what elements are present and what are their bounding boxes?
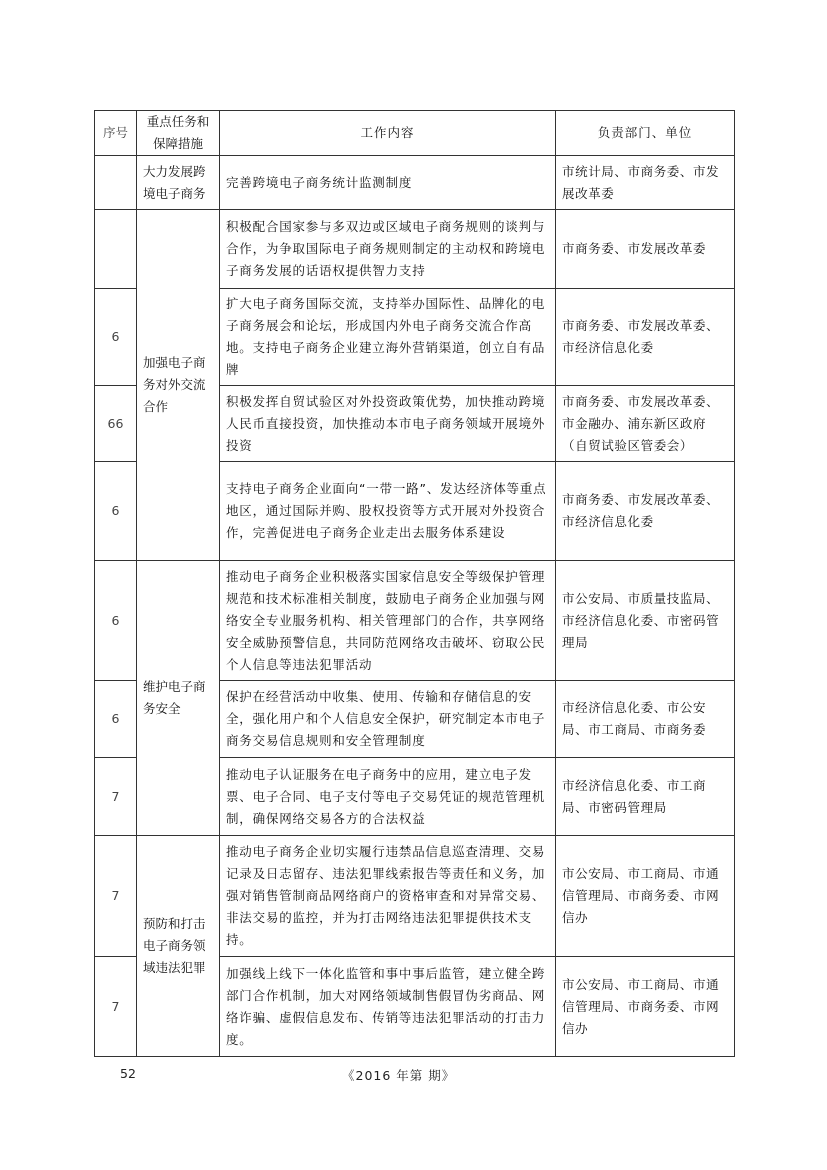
- row-no: 6: [95, 561, 137, 681]
- row-task: 加强电子商务对外交流合作: [137, 210, 220, 561]
- header-row: [95, 111, 735, 156]
- row-content: 推动电子商务企业切实履行违禁品信息巡查清理、交易记录及日志留存、违法犯罪线索报告等责任和义务，加强对销售管制商品网络商户的资格审查和对异常交易、非法交易的监控，并为打击网络违法犯罪提供技术支持。: [220, 836, 556, 957]
- header-content: 工作内容: [220, 111, 556, 156]
- row-dept: 市经济信息化委、市工商局、市密码管理局: [556, 758, 735, 836]
- table-row: [95, 156, 735, 210]
- row-content: 积极配合国家参与多双边或区域电子商务规则的谈判与合作，为争取国际电子商务规则制定的主动权和跨境电子商务发展的话语权提供智力支持: [220, 210, 556, 289]
- issue-label: 《2016 年第 期》: [342, 1068, 456, 1083]
- row-task: 维护电子商务安全: [137, 561, 220, 836]
- header-task: 重点任务和保障措施: [137, 111, 220, 156]
- row-dept: 市经济信息化委、市公安局、市工商局、市商务委: [556, 681, 735, 758]
- row-no: 6: [95, 681, 137, 758]
- row-dept: 市公安局、市质量技监局、市经济信息化委、市密码管理局: [556, 561, 735, 681]
- row-content: 完善跨境电子商务统计监测制度: [220, 156, 556, 210]
- row-dept: 市商务委、市发展改革委、市经济信息化委: [556, 289, 735, 386]
- row-dept: 市统计局、市商务委、市发展改革委: [556, 156, 735, 210]
- row-content: 推动电子商务企业积极落实国家信息安全等级保护管理规范和技术标准相关制度，鼓励电子商务企业加强与网络安全专业服务机构、相关管理部门的合作，共享网络安全威胁预警信息，共同防范网络攻击破坏、窃取公民个人信息等违法犯罪活动: [220, 561, 556, 681]
- row-dept: 市公安局、市工商局、市通信管理局、市商务委、市网信办: [556, 836, 735, 957]
- row-content: 保护在经营活动中收集、使用、传输和存储信息的安全，强化用户和个人信息安全保护，研究制定本市电子商务交易信息规则和安全管理制度: [220, 681, 556, 758]
- row-no: 66: [95, 386, 137, 462]
- row-no: 7: [95, 957, 137, 1057]
- row-no: 6: [95, 289, 137, 386]
- row-dept: 市商务委、市发展改革委、市经济信息化委: [556, 462, 735, 561]
- table-row: [95, 836, 735, 957]
- row-dept: 市公安局、市工商局、市通信管理局、市商务委、市网信办: [556, 957, 735, 1057]
- row-no: [95, 156, 137, 210]
- header-dept: 负责部门、单位: [556, 111, 735, 156]
- table-row: [95, 561, 735, 681]
- row-dept: 市商务委、市发展改革委、市金融办、浦东新区政府（自贸试验区管委会）: [556, 386, 735, 462]
- row-dept: 市商务委、市发展改革委: [556, 210, 735, 289]
- header-no: 序号: [95, 111, 137, 156]
- row-content: 推动电子认证服务在电子商务中的应用，建立电子发票、电子合同、电子支付等电子交易凭证的规范管理机制，确保网络交易各方的合法权益: [220, 758, 556, 836]
- row-content: 积极发挥自贸试验区对外投资政策优势，加快推动跨境人民币直接投资，加快推动本市电子商务领域开展境外投资: [220, 386, 556, 462]
- task-table: [94, 110, 735, 1057]
- row-no: 7: [95, 758, 137, 836]
- row-task: 预防和打击电子商务领域违法犯罪: [137, 836, 220, 1057]
- row-content: 加强线上线下一体化监管和事中事后监管，建立健全跨部门合作机制，加大对网络领域制售假冒伪劣商品、网络诈骗、虚假信息发布、传销等违法犯罪活动的打击力度。: [220, 957, 556, 1057]
- row-no: [95, 210, 137, 289]
- row-content: 扩大电子商务国际交流，支持举办国际性、品牌化的电子商务展会和论坛，形成国内外电子商务交流合作高地。支持电子商务企业建立海外营销渠道，创立自有品牌: [220, 289, 556, 386]
- page-number: 52: [120, 1066, 136, 1081]
- row-no: 7: [95, 836, 137, 957]
- table-row: [95, 210, 735, 289]
- row-no: 6: [95, 462, 137, 561]
- row-content: 支持电子商务企业面向“一带一路”、发达经济体等重点地区，通过国际并购、股权投资等方式开展对外投资合作，完善促进电子商务企业走出去服务体系建设: [220, 462, 556, 561]
- row-task: 大力发展跨境电子商务: [137, 156, 220, 210]
